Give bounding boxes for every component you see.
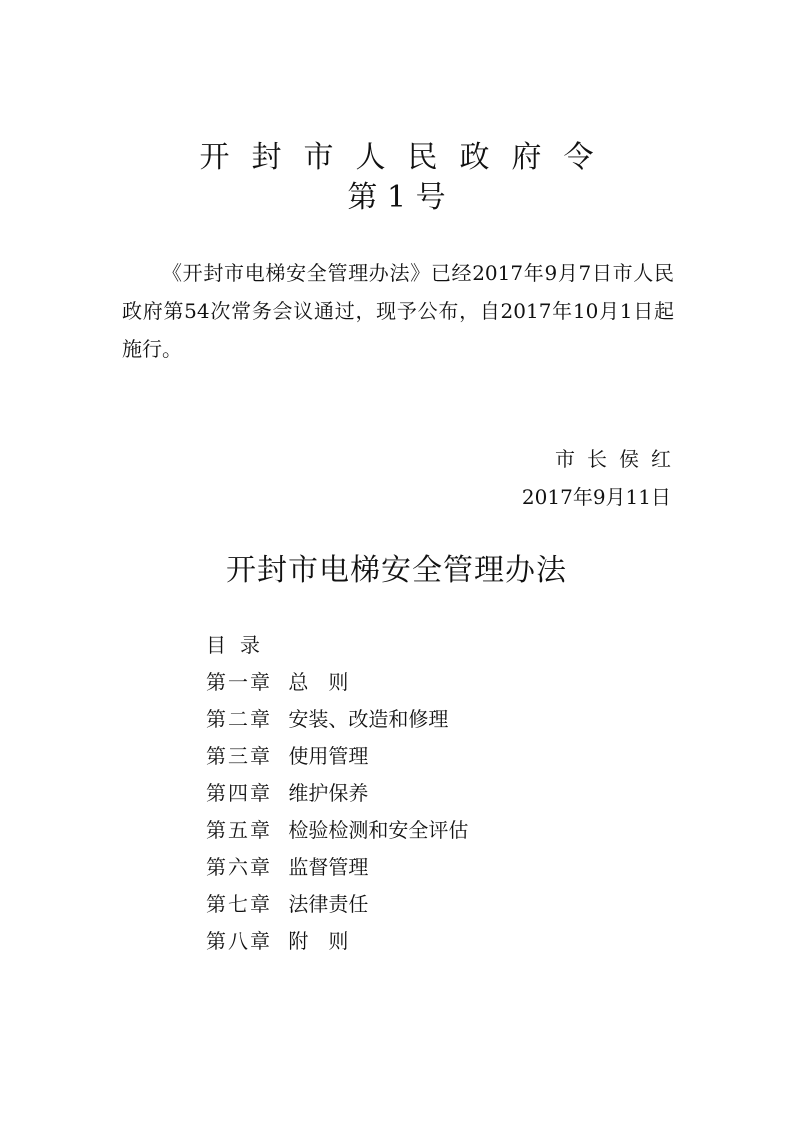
toc-heading: 目录 [206, 633, 274, 657]
toc-chapter: 第四章 [206, 781, 272, 805]
toc-item [206, 849, 468, 886]
decree-title: 开封市人民政府令 [199, 140, 616, 175]
signer: 市长侯红 [555, 447, 683, 471]
toc-chapter: 第八章 [206, 929, 272, 953]
toc-title: 附 则 [288, 929, 349, 953]
signature-block [521, 440, 683, 516]
toc-title: 检验检测和安全评估 [288, 818, 469, 842]
toc-chapter: 第五章 [206, 818, 272, 842]
toc-title: 总 则 [288, 670, 349, 694]
toc-title: 安装、改造和修理 [288, 707, 449, 731]
toc-item [206, 701, 468, 738]
table-of-contents [206, 627, 468, 960]
toc-chapter: 第六章 [206, 855, 272, 879]
toc-item [206, 886, 468, 923]
toc-item [206, 664, 468, 701]
announcement-text: 《开封市电梯安全管理办法》已经2017年9月7日市人民政府第54次常务会议通过，现予公布，自2017年10月1日起施行。 [122, 261, 674, 361]
toc-chapter: 第二章 [206, 707, 272, 731]
toc-chapter: 第七章 [206, 892, 272, 916]
toc-chapter: 第三章 [206, 744, 272, 768]
toc-title: 监督管理 [288, 855, 369, 879]
signature-date: 2017年9月11日 [521, 485, 671, 509]
toc-item [206, 923, 468, 960]
toc-title: 法律责任 [288, 892, 369, 916]
toc-chapter: 第一章 [206, 670, 272, 694]
toc-title: 维护保养 [288, 781, 369, 805]
toc-item [206, 738, 468, 775]
toc-title: 使用管理 [288, 744, 369, 768]
decree-number: 第 1 号 [347, 180, 446, 215]
toc-item [206, 812, 468, 849]
document-title: 开封市电梯安全管理办法 [226, 553, 567, 588]
announcement-paragraph [122, 254, 674, 368]
toc-item [206, 775, 468, 812]
